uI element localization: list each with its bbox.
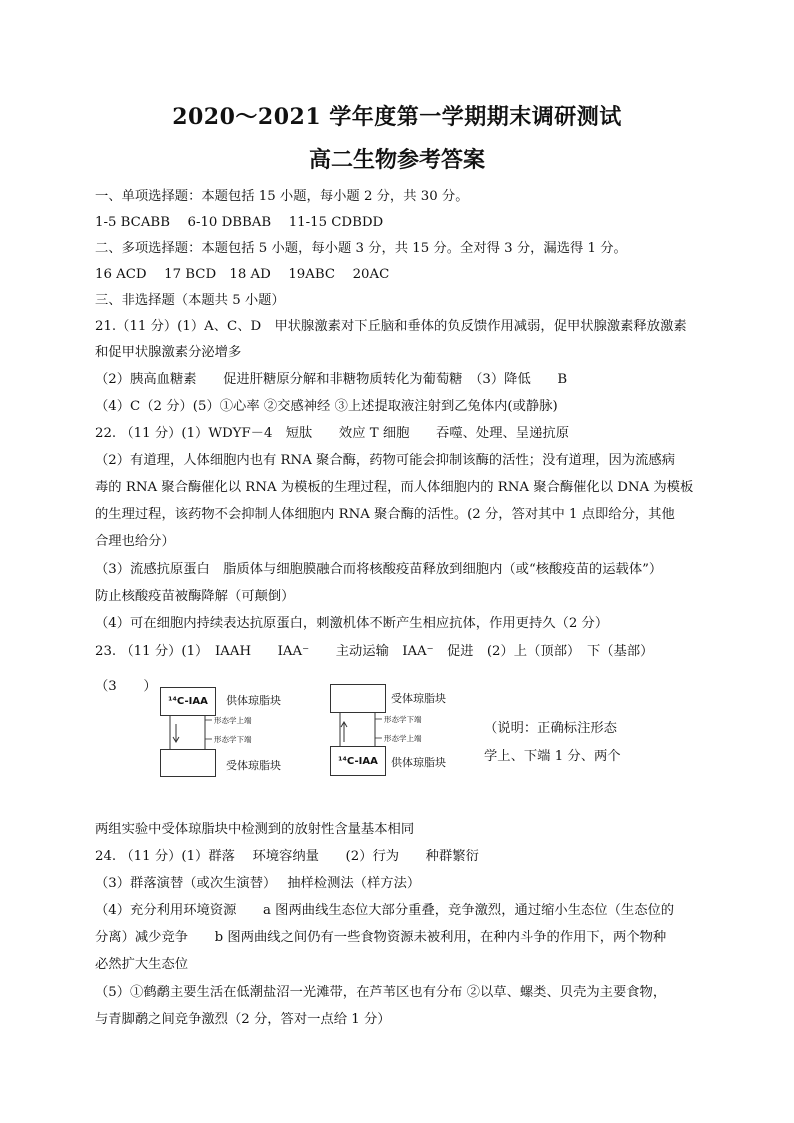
text-line: 和促甲状腺激素分泌增多	[95, 345, 242, 360]
morphological-lower-end-label: 形态学下端	[214, 735, 252, 744]
text-line: （2）有道理，人体细胞内也有 RNA 聚合酶，药物可能会抑制该酶的活性；没有道理，因为流感病	[95, 453, 676, 468]
page-subtitle: 高二生物参考答案	[308, 147, 485, 173]
donor-agar-block-c14: ¹⁴C-IAA	[160, 687, 216, 716]
text-line: 两组实验中受体琼脂块中检测到的放射性含量基本相同	[95, 822, 415, 837]
receiver-agar-label: 受体琼脂块	[391, 692, 446, 705]
donor-agar-label: 供体琼脂块	[391, 756, 446, 769]
text-line: 毒的 RNA 聚合酶催化以 RNA 为模板的生理过程，而人体细胞内的 RNA 聚合酶催化以 DNA 为模板	[95, 480, 694, 495]
text-line: 1-5 BCABB 6-10 DBBAB 11-15 CDBDD	[95, 215, 384, 230]
text-line: 与青脚鹬之间竞争激烈（2 分，答对一点给 1 分）	[95, 1012, 391, 1027]
text-line: 一、单项选择题：本题包括 15 小题，每小题 2 分，共 30 分。	[95, 189, 469, 204]
text-line: （4）充分利用环境资源 a 图两曲线生态位大部分重叠，竞争激烈，通过缩小生态位（生态位的	[95, 903, 675, 918]
text-line: 三、非选择题（本题共 5 小题）	[95, 293, 285, 308]
receiver-agar-block	[160, 749, 216, 777]
page-title: 2020～2021 学年度第一学期期末调研测试	[172, 104, 622, 130]
text-line: 分离）减少竞争 b 图两曲线之间仍有一些食物资源未被利用，在种内斗争的作用下，两个物种	[95, 930, 667, 945]
text-line: 二、多项选择题：本题包括 5 小题，每小题 3 分，共 15 分。全对得 3 分，漏选得 1 分。	[95, 241, 627, 256]
text-line: 16 ACD 17 BCD 18 AD 19ABC 20AC	[95, 267, 390, 282]
text-line: （3）流感抗原蛋白 脂质体与细胞膜融合而将核酸疫苗释放到细胞内（或“核酸疫苗的运载体”）	[95, 562, 663, 577]
scoring-note-line2: 学上、下端 1 分、两个	[484, 749, 621, 764]
text-line: 合理也给分）	[95, 534, 175, 549]
text-line: 的生理过程，该药物不会抑制人体细胞内 RNA 聚合酶的活性。(2 分，答对其中 1 点即给分，其他	[95, 507, 675, 522]
text-line: （4）C（2 分）(5）①心率 ②交感神经 ③上述提取液注射到乙兔体内(或静脉)	[95, 399, 558, 414]
morphological-lower-end-label: 形态学下端	[384, 715, 422, 724]
scoring-note-line1: （说明：正确标注形态	[484, 721, 617, 736]
text-line: 24. （11 分）(1）群落 环境容纳量 (2）行为 种群繁衍	[95, 849, 479, 864]
morphological-upper-end-label: 形态学上端	[214, 716, 252, 725]
morphological-upper-end-label: 形态学上端	[384, 734, 422, 743]
donor-agar-label: 供体琼脂块	[226, 694, 281, 707]
q23-3-prefix: （3 ）	[95, 679, 157, 694]
receiver-agar-label: 受体琼脂块	[226, 759, 281, 772]
text-line: 21.（11 分）(1）A、C、D 甲状腺激素对下丘脑和垂体的负反馈作用减弱，促甲状腺激素释放激素	[95, 319, 687, 334]
receiver-agar-block	[330, 684, 386, 713]
text-line: 22. （11 分）(1）WDYF－4 短肽 效应 T 细胞 吞噬、处理、呈递抗原	[95, 426, 569, 441]
text-line: 必然扩大生态位	[95, 957, 189, 972]
text-line: 防止核酸疫苗被酶降解（可颠倒）	[95, 589, 295, 604]
text-line: 23. （11 分）(1） IAAH IAA⁻ 主动运输 IAA⁻ 促进 (2）上（顶部） 下（基部）	[95, 644, 654, 659]
donor-agar-block-c14: ¹⁴C-IAA	[330, 746, 386, 776]
text-line: （5）①鹤鹬主要生活在低潮盐沼一光滩带，在芦苇区也有分布 ②以草、螺类、贝壳为主要食物，	[95, 985, 667, 1000]
text-line: （3）群落演替（或次生演替） 抽样检测法（样方法）	[95, 876, 421, 891]
text-line: （4）可在细胞内持续表达抗原蛋白，刺激机体不断产生相应抗体，作用更持久（2 分）	[95, 616, 609, 631]
text-line: （2）胰高血糖素 促进肝糖原分解和非糖物质转化为葡萄糖 （3）降低 B	[95, 372, 568, 387]
